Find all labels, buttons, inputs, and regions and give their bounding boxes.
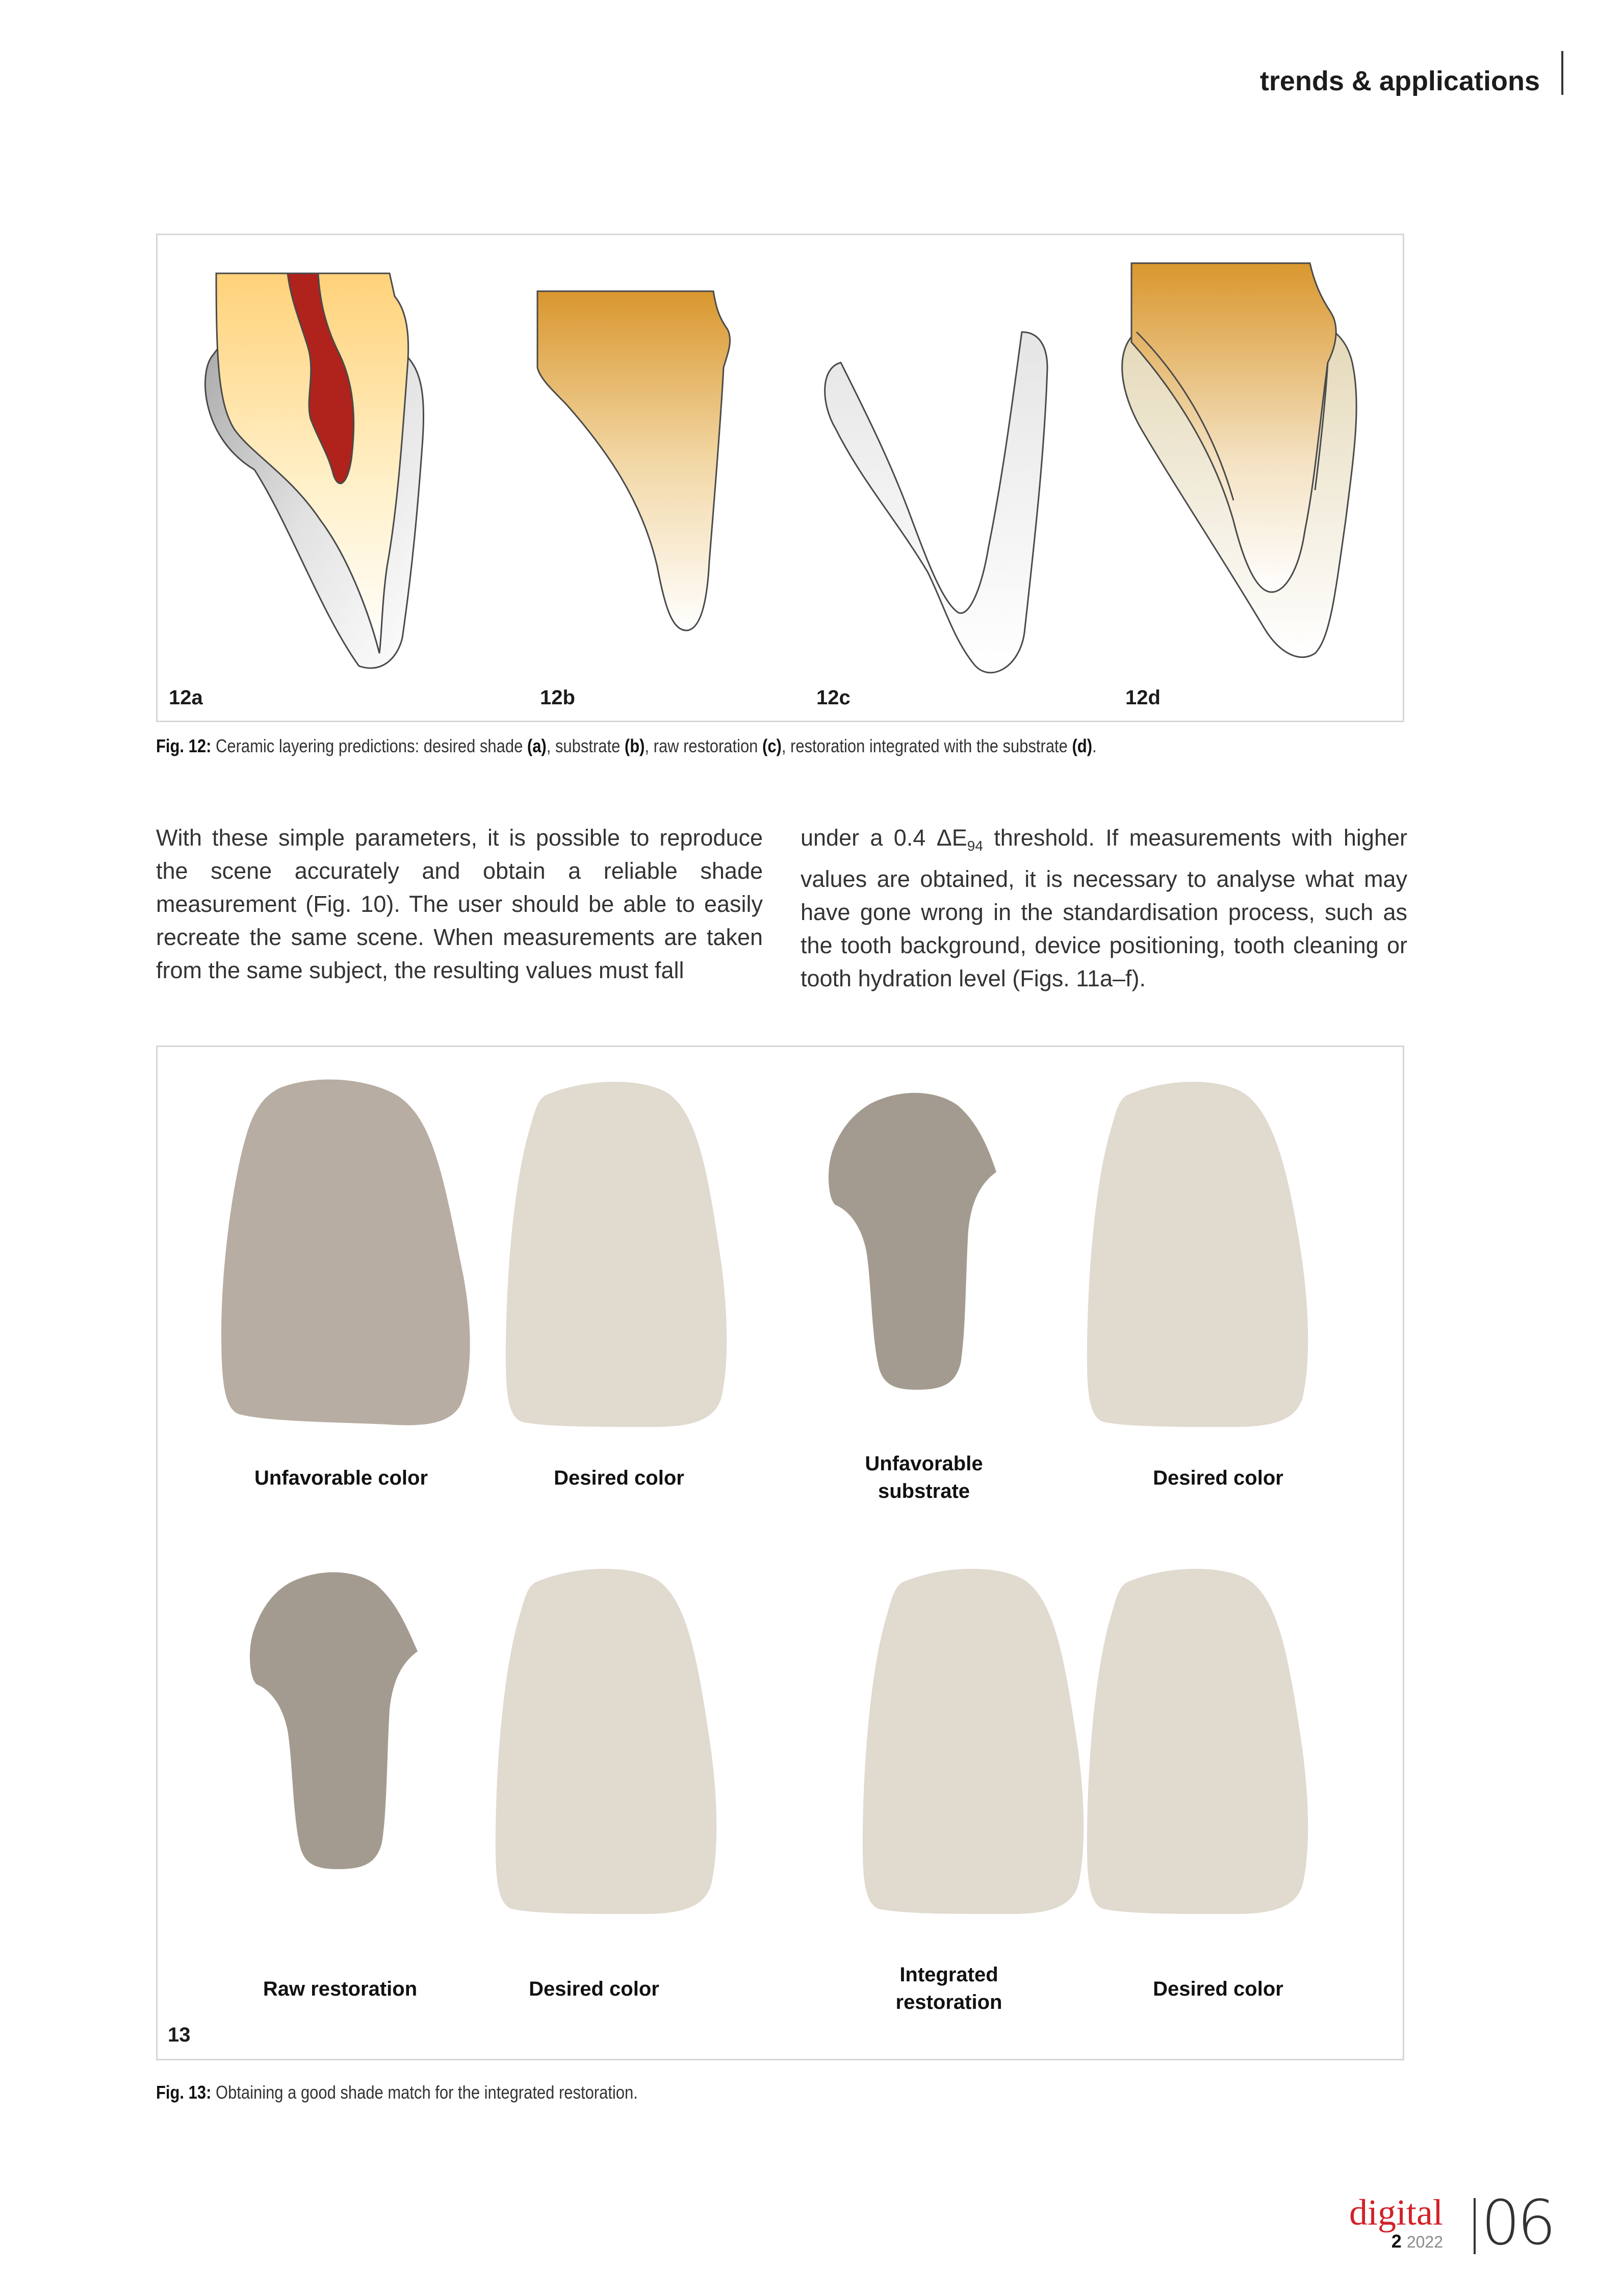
figure-label-12c: 12c	[816, 686, 851, 709]
page-number: 06	[1481, 2188, 1553, 2259]
body-text-right-column: under a 0.4 $\Delta E_{94}$ threshold. If measurements with higher values are obtained, it is necessary to analyse what may have gone wrong in the standardisation process, such as the tooth background, device positioning, tooth cleaning or tooth hydration level (Figs. 11a–f).	[801, 825, 1408, 991]
tooth-12c-drawing	[825, 332, 1047, 673]
label-unfavorable-substrate: Unfavorable substrate	[865, 1452, 983, 1502]
figure-13-panel	[156, 1045, 1404, 2060]
figure-13-caption: Fig. 13: Obtaining a good shade match for the integrated restoration.	[156, 2082, 638, 2103]
body-text-left-column: With these simple parameters, it is possible to reproduce the scene accurately and obtain a reliable shade measurement (Fig. 10). The user should be able to easily recreate the same scene. When measurements are taken from the same subject, the resulting values must fall	[156, 825, 763, 983]
label-desired-color-3: Desired color	[529, 1978, 659, 2000]
footer-divider	[1474, 2198, 1476, 2254]
label-desired-color-1: Desired color	[554, 1467, 684, 1489]
label-unfavorable-color: Unfavorable color	[254, 1467, 428, 1489]
tooth-desired-color-4	[1087, 1569, 1308, 1914]
label-raw-restoration: Raw restoration	[263, 1978, 418, 2000]
tooth-desired-color-1	[506, 1082, 727, 1427]
tooth-12c-shell	[825, 332, 1047, 673]
tooth-unfavorable-substrate-2	[250, 1572, 418, 1869]
figure-label-12b: 12b	[540, 686, 575, 709]
tooth-12a-drawing	[205, 273, 423, 668]
tooth-unfavorable-substrate-1	[829, 1093, 996, 1390]
magazine-brand	[1341, 2194, 1443, 2252]
label-integrated-restoration: Integrated restoration	[895, 1963, 1002, 2013]
tooth-desired-color-2	[1087, 1082, 1308, 1427]
figure-12-illustration	[158, 235, 1403, 721]
figure-label-12a: 12a	[169, 686, 203, 709]
tooth-integrated-restoration	[863, 1569, 1084, 1914]
figure-label-12d: 12d	[1125, 686, 1161, 709]
section-title: trends & applications	[1259, 66, 1540, 96]
label-desired-color-2: Desired color	[1153, 1467, 1283, 1489]
label-desired-color-4: Desired color	[1153, 1978, 1283, 2000]
tooth-unfavorable-color	[221, 1080, 470, 1425]
tooth-desired-color-3	[496, 1569, 716, 1914]
header-divider	[1561, 51, 1563, 95]
tooth-12b-drawing	[537, 291, 730, 630]
issue-number: 2 2022	[1391, 2231, 1443, 2252]
tooth-12d-drawing	[1122, 263, 1357, 657]
figure-label-13: 13	[168, 2024, 191, 2046]
figure-12-panel	[156, 234, 1404, 722]
tooth-12b-substrate	[537, 291, 730, 630]
brand-logo-text: digital	[1349, 2192, 1443, 2233]
figure-13-illustration	[158, 1047, 1403, 2059]
figure-12-caption: Fig. 12: Ceramic layering predictions: desired shade (a), substrate (b), raw restoration (c), restoration integrated with the substrate (d).	[156, 735, 1097, 756]
